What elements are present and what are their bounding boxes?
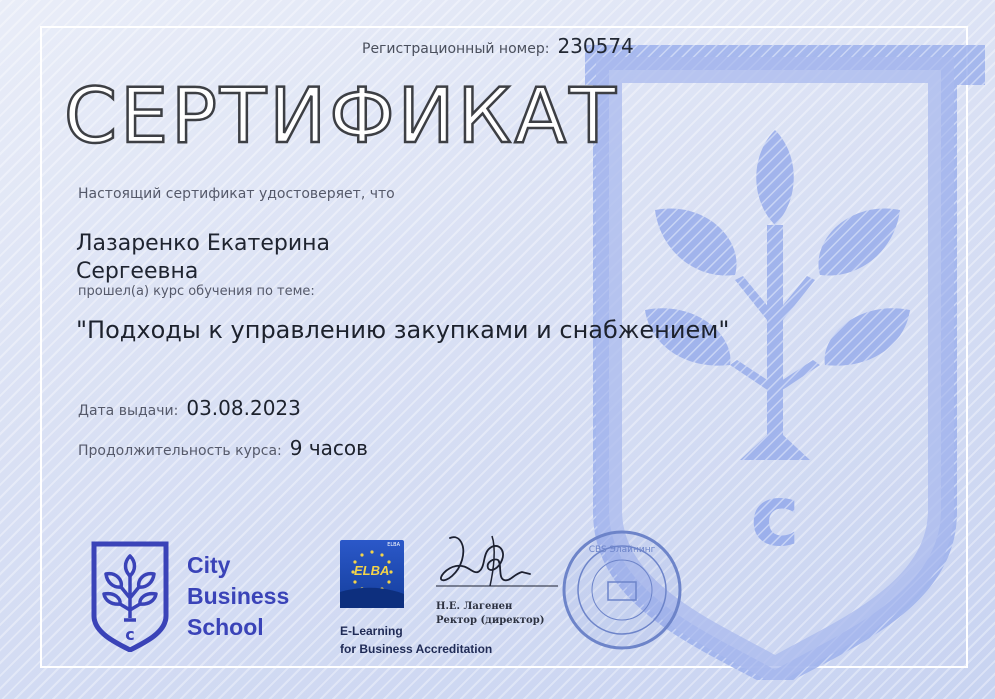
signature-icon bbox=[432, 528, 562, 598]
svg-text:CBS Элайнинг: CBS Элайнинг bbox=[588, 545, 656, 555]
school-name-line1: City bbox=[187, 552, 231, 578]
school-shield-logo-icon bbox=[90, 540, 170, 652]
elba-badge-word: ELBA bbox=[354, 563, 390, 578]
issue-date-value: 03.08.2023 bbox=[186, 396, 301, 420]
recipient-name-line1: Лазаренко Екатерина bbox=[76, 231, 330, 256]
signatory-role: Ректор (директор) bbox=[436, 615, 545, 626]
registration-number: 230574 bbox=[557, 34, 634, 58]
registration-row bbox=[362, 34, 634, 58]
course-title: "Подходы к управлению закупками и снабжением" bbox=[76, 316, 730, 344]
registration-label: Регистрационный номер: bbox=[362, 41, 550, 57]
elba-badge bbox=[340, 540, 404, 608]
signatory-name: Н.Е. Лагенен bbox=[436, 601, 513, 612]
certificate-title: СЕРТИФИКАТ bbox=[64, 71, 619, 160]
elba-badge-small-text: ELBA bbox=[387, 542, 400, 548]
school-name-line2: Business bbox=[187, 583, 290, 609]
school-name bbox=[187, 550, 289, 643]
duration-row bbox=[78, 436, 368, 460]
duration-label: Продолжительность курса: bbox=[78, 443, 282, 459]
course-intro: прошел(а) курс обучения по теме: bbox=[78, 284, 315, 299]
stamp-seal-icon bbox=[560, 528, 684, 652]
signatory bbox=[436, 600, 544, 628]
issue-date-row bbox=[78, 396, 301, 420]
elba-caption-line1: E-Learning bbox=[340, 624, 403, 638]
recipient-name-line2: Сергеевна bbox=[76, 259, 199, 284]
duration-value: 9 часов bbox=[289, 436, 368, 460]
issue-date-label: Дата выдачи: bbox=[78, 403, 179, 419]
school-name-line3: School bbox=[187, 614, 264, 640]
recipient-name bbox=[76, 230, 436, 286]
svg-text:c: c bbox=[750, 467, 800, 565]
emblem-letter: c bbox=[125, 625, 135, 644]
elba-caption-line2: for Business Accreditation bbox=[340, 642, 493, 656]
certifies-text: Настоящий сертификат удостоверяет, что bbox=[78, 186, 395, 202]
